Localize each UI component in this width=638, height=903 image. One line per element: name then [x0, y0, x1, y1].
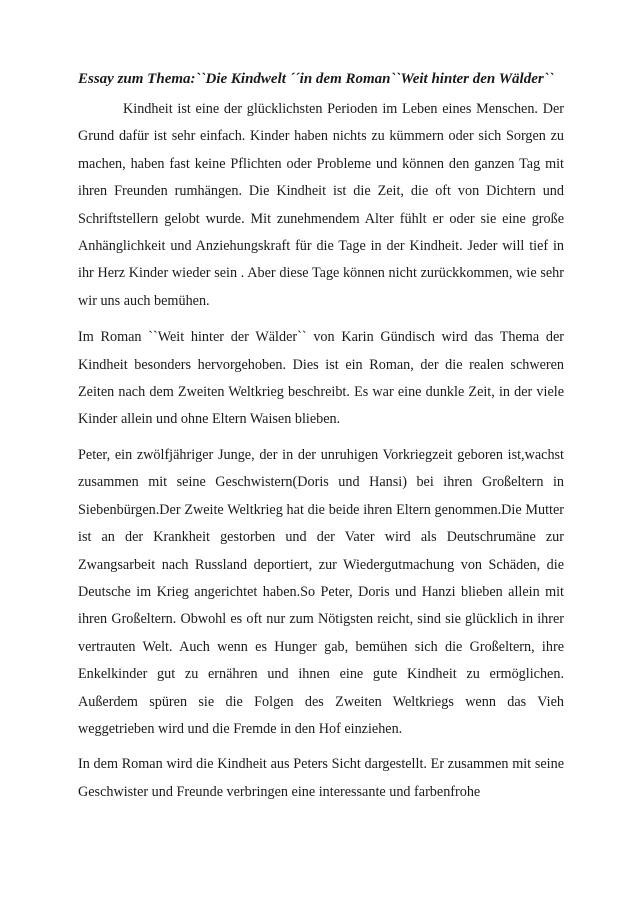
essay-title: Essay zum Thema:``Die Kindwelt ´´in dem Roman``Weit hinter den Wälder`` [78, 71, 554, 87]
paragraph-peters-sicht: In dem Roman wird die Kindheit aus Peters Sicht dargestellt. Er zusammen mit seine Geschwister und Freunde verbringen eine interessante und farbenfrohe [78, 756, 564, 800]
paragraph-peter-familie: Peter, ein zwölfjähriger Junge, der in der unruhigen Vorkriegzeit geboren ist,wachst zusammen mit seine Geschwistern(Doris und Hansi) bei ihren Großeltern in Siebenbürgen.Der Zweite Weltkrieg hat die beide ihren Eltern genommen.Die Mutter ist an der Krankheit gestorben und der Vater wird als Deutschrumäne zur Zwangsarbeit nach Russland deportiert, zur Wiedergutmachung von Schäden, die Deutsche im Krieg angerichtet haben.So Peter, Doris und Hanzi blieben allein mit ihren Großeltern. Obwohl es oft nur zum Nötigsten reicht, sind sie glücklich in ihrer vertrauten Welt. Auch wenn es Hunger gab, bemühen sich die Großeltern, ihre Enkelkinder gut zu ernähren und ihnen eine gute Kindheit zu ermöglichen. Außerdem spüren sie die Folgen des Zweiten Weltkriegs wenn das Vieh weggetrieben wird und die Fremde in den Hof einziehen. [78, 446, 564, 737]
document-body [78, 66, 564, 814]
paragraph-roman-thema: Im Roman ``Weit hinter der Wälder`` von Karin Gündisch wird das Thema der Kindheit besonders hervorgehoben. Dies ist ein Roman, der die realen schweren Zeiten nach dem Zweiten Weltkrieg beschreibt. Es war eine dunkle Zeit, in der viele Kinder allein und ohne Eltern Waisen blieben. [78, 329, 564, 428]
paragraph-kindheit-intro: Kindheit ist eine der glücklichsten Perioden im Leben eines Menschen. Der Grund dafür ist sehr einfach. Kinder haben nichts zu kümmern oder sich Sorgen zu machen, haben fast keine Pflichten oder Probleme und können den ganzen Tag mit ihren Freunden rumhängen. Die Kindheit ist die Zeit, die oft von Dichtern und Schriftstellern gelobt wurde. Mit zunehmendem Alter fühlt er oder sie eine große Anhänglichkeit und Anziehungskraft für die Tage in der Kindheit. Jeder will tief in ihr Herz Kinder wieder sein . Aber diese Tage können nicht zurückkommen, wie sehr wir uns auch bemühen. [78, 101, 564, 309]
